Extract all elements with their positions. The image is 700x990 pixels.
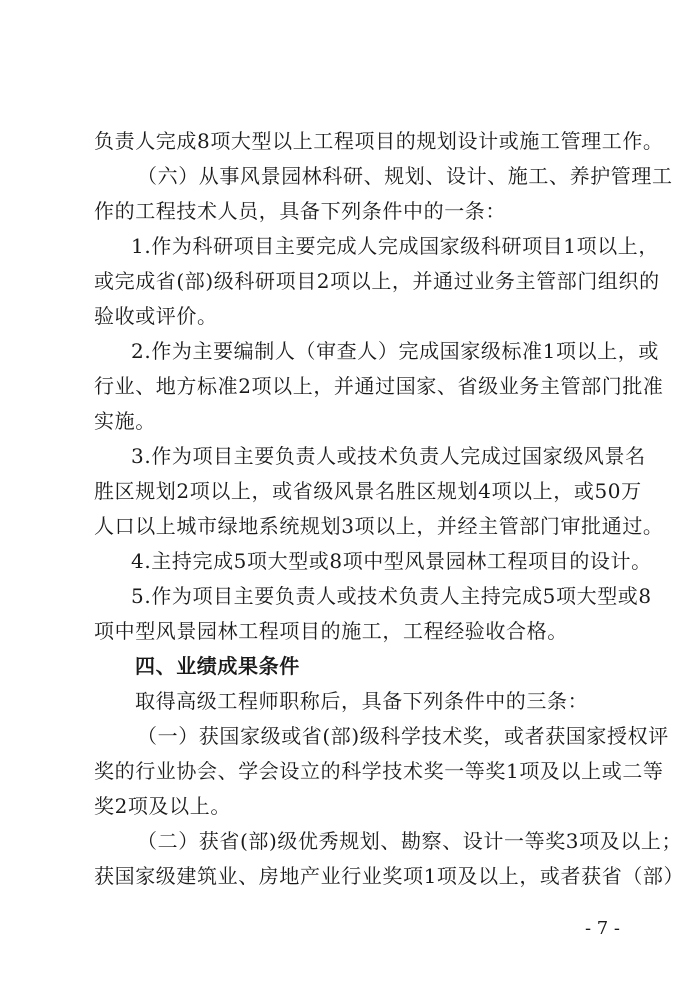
text-line: 4.主持完成5项大型或8项中型风景园林工程项目的设计。: [131, 549, 652, 573]
text-line: 取得高级工程师职称后，具备下列条件中的三条：: [135, 689, 589, 713]
text-line: 获国家级建筑业、房地产业行业奖项1项及以上，或者获省（部）: [94, 864, 685, 888]
text-line: 项中型风景园林工程项目的施工，工程经验收合格。: [94, 619, 568, 643]
text-line: 奖2项及以上。: [94, 794, 231, 818]
section-heading: 四、业绩成果条件: [135, 654, 300, 678]
text-line: （六）从事风景园林科研、规划、设计、施工、养护管理工: [137, 164, 673, 188]
text-line: 或完成省(部)级科研项目2项以上，并通过业务主管部门组织的: [94, 269, 660, 293]
text-line: （一）获国家级或省(部)级科学技术奖，或者获国家授权评: [137, 724, 669, 748]
text-line: 5.作为项目主要负责人或技术负责人主持完成5项大型或8: [131, 584, 652, 608]
text-line: 人口以上城市绿地系统规划3项以上，并经主管部门审批通过。: [94, 514, 664, 538]
text-line: 3.作为项目主要负责人或技术负责人完成过国家级风景名: [131, 444, 646, 468]
text-line: 行业、地方标准2项以上，并通过国家、省级业务主管部门批准: [94, 374, 664, 398]
text-line: （二）获省(部)级优秀规划、勘察、设计一等奖3项及以上；: [137, 829, 683, 853]
text-line: 作的工程技术人员，具备下列条件中的一条：: [94, 199, 506, 223]
page-number: - 7 -: [584, 918, 620, 939]
text-line: 胜区规划2项以上，或省级风景名胜区规划4项以上，或50万: [94, 479, 642, 503]
text-line: 负责人完成8项大型以上工程项目的规划设计或施工管理工作。: [94, 129, 664, 153]
text-line: 奖的行业协会、学会设立的科学技术奖一等奖1项及以上或二等: [94, 759, 664, 783]
text-line: 1.作为科研项目主要完成人完成国家级科研项目1项以上，: [131, 234, 660, 258]
text-line: 实施。: [94, 409, 156, 433]
text-line: 验收或评价。: [94, 304, 218, 328]
text-line: 2.作为主要编制人（审查人）完成国家级标准1项以上，或: [131, 339, 660, 363]
